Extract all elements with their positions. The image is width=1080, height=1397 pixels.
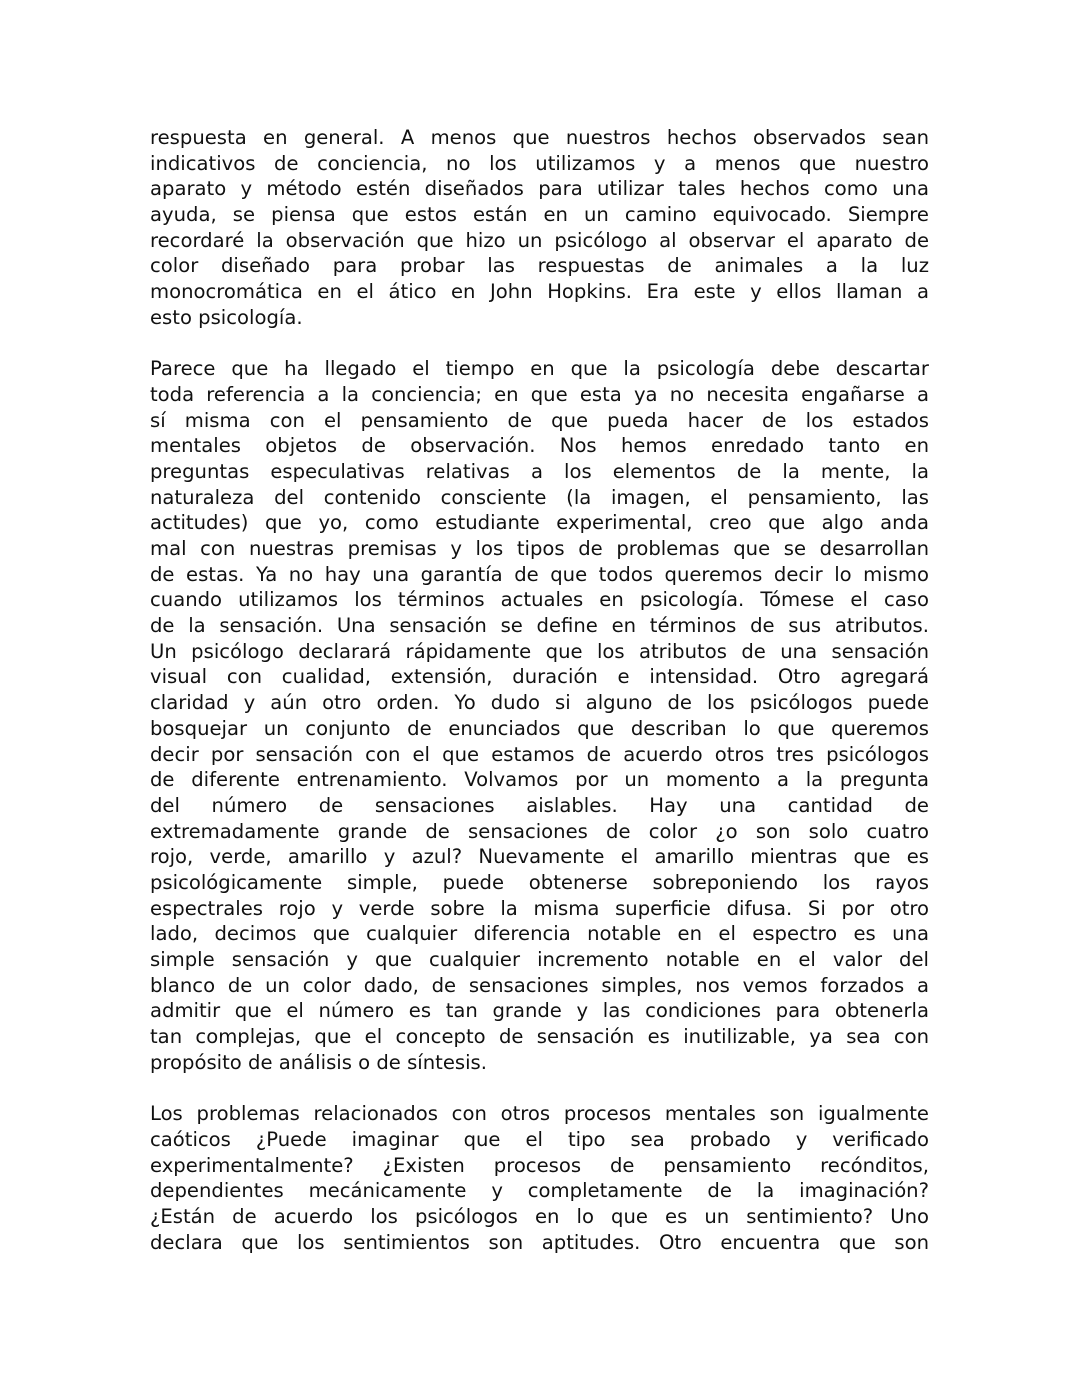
text-line: de la sensación. Una sensación se define en términos de sus atributos. — [150, 614, 929, 638]
text-line: caóticos ¿Puede imaginar que el tipo sea probado y verificado — [150, 1127, 929, 1151]
text-line: toda referencia a la conciencia; en que esta ya no necesita engañarse a — [150, 382, 929, 406]
paragraph-2 — [150, 356, 929, 1075]
text-line: ayuda, se piensa que estos están en un camino equivocado. Siempre — [150, 203, 929, 227]
text-line: mentales objetos de observación. Nos hemos enredado tanto en — [150, 434, 929, 458]
text-line: tan complejas, que el concepto de sensación es inutilizable, ya sea con — [150, 1025, 929, 1049]
paragraph-1 — [150, 125, 929, 331]
text-line: actitudes) que yo, como estudiante experimental, creo que algo anda — [150, 511, 929, 535]
text-line: sí misma con el pensamiento de que pueda hacer de los estados — [150, 408, 929, 432]
text-line: monocromática en el ático en John Hopkins. Era este y ellos llaman a — [150, 280, 929, 304]
text-line: visual con cualidad, extensión, duración e intensidad. Otro agregará — [150, 665, 929, 689]
text-line: bosquejar un conjunto de enunciados que describan lo que queremos — [150, 716, 929, 740]
text-line: dependientes mecánicamente y completamente de la imaginación? — [150, 1179, 929, 1203]
text-line: decir por sensación con el que estamos de acuerdo otros tres psicólogos — [150, 742, 929, 766]
text-line: esto psicología. — [150, 305, 303, 329]
paragraph-3 — [150, 1101, 929, 1255]
text-line: Un psicólogo declarará rápidamente que los atributos de una sensación — [150, 639, 929, 663]
text-line: blanco de un color dado, de sensaciones simples, nos vemos forzados a — [150, 973, 929, 997]
text-line: de diferente entrenamiento. Volvamos por un momento a la pregunta — [150, 768, 929, 792]
text-line: espectrales rojo y verde sobre la misma superficie difusa. Si por otro — [150, 896, 929, 920]
text-line: cuando utilizamos los términos actuales en psicología. Tómese el caso — [150, 588, 929, 612]
text-line: recordaré la observación que hizo un psicólogo al observar el aparato de — [150, 228, 929, 252]
text-line: mal con nuestras premisas y los tipos de problemas que se desarrollan — [150, 537, 929, 560]
text-line: naturaleza del contenido consciente (la imagen, el pensamiento, las — [150, 485, 929, 509]
text-line: psicológicamente simple, puede obtenerse sobreponiendo los rayos — [150, 870, 929, 894]
text-line: lado, decimos que cualquier diferencia notable en el espectro es una — [150, 922, 929, 946]
text-line: propósito de análisis o de síntesis. — [150, 1050, 487, 1074]
text-line: Parece que ha llegado el tiempo en que la psicología debe descartar — [150, 357, 929, 381]
text-line: ¿Están de acuerdo los psicólogos en lo que es un sentimiento? Uno — [150, 1204, 929, 1228]
text-line: indicativos de conciencia, no los utilizamos y a menos que nuestro — [150, 151, 929, 175]
text-line: respuesta en general. A menos que nuestros hechos observados sean — [150, 126, 929, 149]
document-page — [150, 125, 929, 1281]
text-line: admitir que el número es tan grande y las condiciones para obtenerla — [150, 999, 929, 1023]
text-line: del número de sensaciones aislables. Hay una cantidad de — [150, 793, 929, 817]
text-line: rojo, verde, amarillo y azul? Nuevamente el amarillo mientras que es — [150, 845, 929, 869]
text-line: Los problemas relacionados con otros procesos mentales son igualmente — [150, 1102, 929, 1126]
text-line: color diseñado para probar las respuestas de animales a la luz — [150, 254, 929, 278]
text-line: extremadamente grande de sensaciones de color ¿o son solo cuatro — [150, 819, 929, 843]
text-line: claridad y aún otro orden. Yo dudo si alguno de los psicólogos puede — [150, 691, 929, 715]
text-line: declara que los sentimientos son aptitudes. Otro encuentra que son — [150, 1230, 929, 1254]
text-line: experimentalmente? ¿Existen procesos de pensamiento recónditos, — [150, 1153, 929, 1177]
text-line: simple sensación y que cualquier incremento notable en el valor del — [150, 948, 929, 971]
text-line: aparato y método estén diseñados para utilizar tales hechos como una — [150, 177, 929, 201]
text-line: de estas. Ya no hay una garantía de que todos queremos decir lo mismo — [150, 562, 929, 586]
text-line: preguntas especulativas relativas a los elementos de la mente, la — [150, 459, 929, 483]
